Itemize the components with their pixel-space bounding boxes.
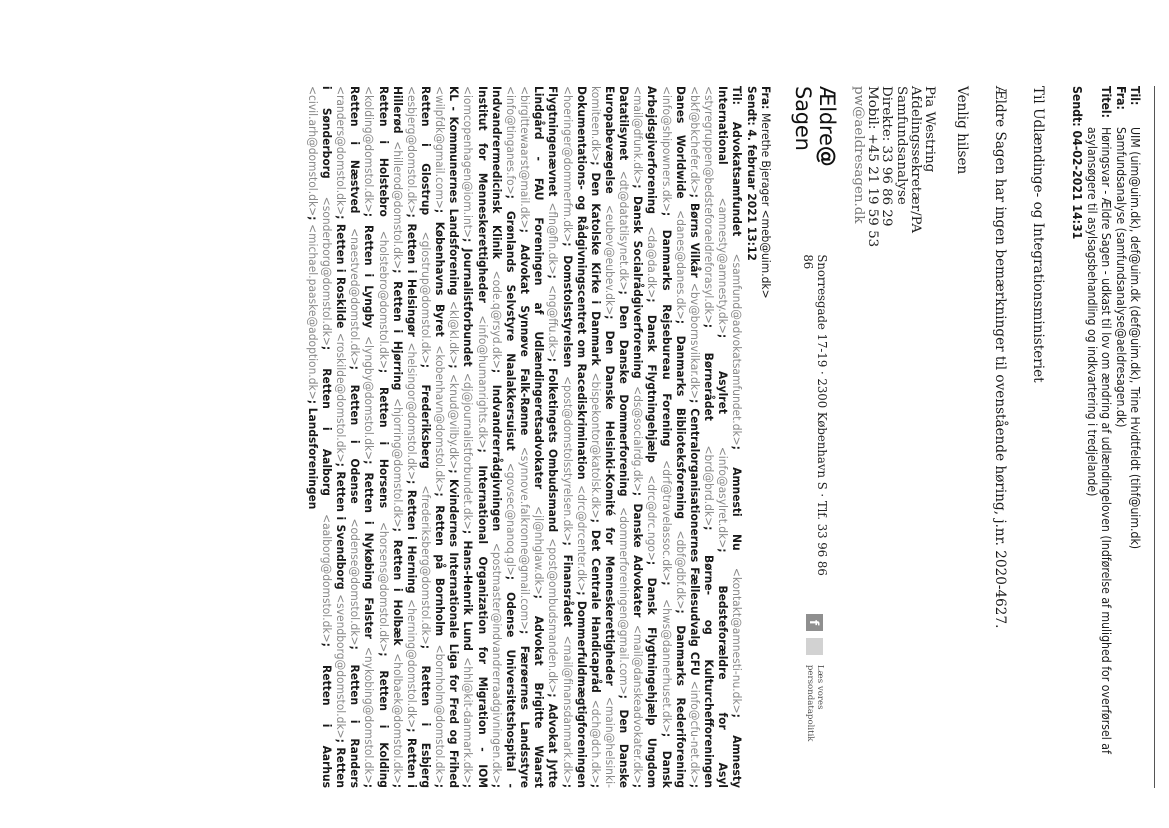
recipient[interactable]: Børne- og Kulturchefforeningen <bkf@bkchefer.dk>; (687, 86, 717, 788)
recipient-email[interactable]: <bispekontor@katolsk.dk> (588, 372, 603, 519)
recipient[interactable]: Folketingets Ombudsmand <post@ombudsmanden.dk>; (546, 368, 561, 704)
recipient[interactable]: Advokatsamfundet <samfund@advokatsamfundet.dk>; (730, 121, 745, 468)
recipient-email[interactable]: <kl@kl.dk> (447, 300, 462, 365)
recipient-name: Amnesti Nu (730, 467, 745, 568)
recipient[interactable]: Retten i Nykøbing Falster <nykobing@domstol.dk>; (362, 472, 377, 788)
recipient-email[interactable]: <ds@socialrdg.dk> (631, 386, 646, 492)
forwarded-sent: Sendt: 4. februar 2021 13:12 (744, 86, 759, 261)
recipient-name: Centralorganisationernes Fællesudvalg CFU (687, 408, 702, 681)
recipient-list (306, 86, 745, 788)
recipient-email[interactable]: <post@ombudsmanden.dk> (546, 538, 561, 694)
recipient-name: Danes Worldwide (673, 86, 688, 211)
recipient[interactable]: Retten i Kolding <kolding@domstol.dk>; (362, 86, 391, 788)
recipient[interactable]: Retten i Hjørring <hjorring@domstol.dk>; (390, 281, 405, 540)
recipient-email[interactable]: <info@tinganes.fo> (503, 86, 518, 195)
top-rule (1154, 86, 1155, 788)
recipient-name: Frederiksberg (419, 384, 433, 486)
recipient-name: Retten i Holstebro (376, 86, 391, 231)
recipient-name: International Organization for Migration - IOM (475, 465, 490, 788)
recipient-email[interactable]: <fln@fln.dk> (546, 202, 561, 275)
recipient-email[interactable]: <info@asylret.dk> (716, 446, 731, 549)
recipient[interactable] (306, 408, 320, 510)
recipient-name: Retten i Roskilde (334, 223, 349, 333)
recipient-name: Finansrådet (560, 554, 575, 636)
recipient-name: Retten i Odense (348, 384, 363, 519)
recipient-email[interactable]: <dbf@dbf.dk> (673, 530, 688, 610)
recipient[interactable]: Retten i Aarhus <civil.arh@domstol.dk>; (305, 86, 334, 788)
statement: Ældre Sagen har ingen bemærkninger til ovenstående høring, j.nr. 2020-4627. (991, 86, 1008, 629)
recipient-email[interactable]: <samfund@advokatsamfundet.dk> (730, 253, 745, 446)
recipient-name: Dansk Socialrådgiverforening (631, 196, 646, 387)
recipient-email[interactable]: <ng@ffu.dk> (546, 284, 561, 358)
recipient[interactable]: Retten på Bornholm <bornholm@domstol.dk>; (433, 505, 448, 788)
recipient-email[interactable]: <birgittewaarst@mail.dk> (518, 86, 533, 229)
recipient-name: Den Danske Europabevægelse (603, 86, 632, 788)
recipient-email[interactable]: <wilpfdk@gmail.com> (433, 86, 448, 209)
recipient[interactable]: Dansk Flygtningehjælp <drc@drc.ngo>; (645, 314, 660, 578)
recipient-name: Amnesty International (716, 86, 745, 788)
addressee: Til Udlændinge- og Integrationsministeriet (1029, 86, 1046, 383)
recipient-email[interactable]: <sonderborg@domstol.dk> (319, 196, 334, 346)
recipient[interactable]: <michael.paaske@adoption.dk>; (305, 224, 320, 408)
signature-department: Samfundsanalyse (893, 86, 909, 205)
signature-email[interactable]: pw@aeldresagen.dk (850, 86, 866, 224)
signature-name: Pia Westring (921, 86, 937, 173)
recipient-name: Danmarks Rederiforening (673, 625, 688, 788)
recipient[interactable]: Retten i Holbæk <holbaek@domstol.dk>; (390, 539, 405, 788)
recipient[interactable]: Hans-Henrik Lund <hhl@kit-danmark.dk>; (461, 540, 476, 788)
recipient-email[interactable]: <herning@domstol.dk> (404, 599, 419, 729)
recipient-email[interactable]: <styregruppen@bedsteforaeldreforasyl.dk> (702, 86, 717, 324)
recipient[interactable]: Advokat Jytte Lindgård - FAU Foreningen af Udlændingeretsadvokater <jl@nhglaw.dk>; (532, 86, 561, 788)
recipient[interactable]: Danes Worldwide <danes@danes.dk>; (673, 86, 688, 336)
recipient-name: Retten i Kolding (376, 670, 391, 788)
recipient-name: Den Danske Dommerforening (617, 305, 632, 508)
recipient-name: KL - Kommunernes Landsforening (447, 86, 462, 301)
header-to: Til: UIM (uim@uim.dk), def@uim.dk (def@uim.dk), Trine Hvidtfeldt (tihf@uim.dk) (1128, 86, 1142, 550)
recipient[interactable]: Danmarks Biblioteksforening <dbf@dbf.dk>; (673, 335, 688, 626)
recipient[interactable]: Amnesty International <amnesty@amnesty.dk>; (716, 86, 745, 788)
recipient-name: Domstolsstyrelsen (560, 255, 575, 377)
recipient[interactable]: <knud@vilby.dk>; (447, 373, 462, 479)
recipient-email[interactable]: <helsingor@domstol.dk> (404, 342, 419, 480)
recipient[interactable]: Dansk Arbejdsgiverforening <da@da.dk>; (645, 86, 674, 788)
aeldre-sagen-logo: Ældre@Sagen (790, 86, 839, 167)
recipient-name: Københavns Byret (433, 221, 448, 346)
recipient-name: Dommerfuldmægtigforeningen (574, 600, 589, 788)
recipient[interactable]: Retten i Svendborg <svendborg@domstol.dk>; (334, 471, 349, 748)
recipient-email[interactable]: <synnove.falkronne@gmail.com> (518, 446, 533, 631)
recipient-name: Børne- og Kulturchefforeningen (702, 555, 717, 788)
recipient-name: Retten i Hjørring (390, 281, 405, 399)
recipient-name: Bedsteforældre for Asyl (716, 585, 731, 788)
recipient-name: Asylret (716, 371, 731, 447)
recipient-email[interactable]: <odense@domstol.dk> (348, 518, 363, 646)
recipient-name: Journalistforbundet (461, 248, 476, 373)
footer-row (791, 86, 839, 788)
recipient[interactable]: Indvandrerrådgivningen <postmaster@indvandrerraadgivningen.dk>; (489, 384, 504, 788)
recipient-email[interactable]: <horsens@domstol.dk> (376, 521, 391, 653)
recipient[interactable]: Danske Advokater <mail@danskeadvokater.dk>; (631, 503, 646, 788)
recipient-name: Retten i Randers (348, 664, 363, 788)
recipient[interactable]: Asylret <info@asylret.dk>; (716, 371, 731, 586)
recipient-email[interactable]: <naestved@domstol.dk> (348, 228, 363, 366)
recipient-email[interactable]: <dch@dch.dk> (588, 699, 603, 784)
signature-role: Afdelingssekretær/PA (907, 86, 923, 234)
recipient[interactable]: Advokat Brigitte Waarst <birgittewaarst@mail.dk>; (518, 86, 547, 788)
email-header (1070, 86, 1142, 788)
recipient-name: Retten i Næstved (348, 86, 363, 229)
recipient-name: Danmarks Rejsebureau Forening (659, 229, 674, 461)
recipient[interactable]: Retten i Lyngby <lyngby@domstol.dk>; (362, 224, 377, 473)
recipient[interactable]: Retten i Næstved <naestved@domstol.dk>; (348, 86, 363, 385)
recipient-email[interactable]: <bkf@bkchefer.dk> (687, 86, 702, 194)
recipient-name: Danske Advokater (631, 503, 646, 625)
recipient[interactable]: Flygtningenævnet <fln@fln.dk>; (546, 86, 561, 285)
recipient[interactable]: Domstolsstyrelsen <post@domstolsstyrelsen.dk>; (560, 255, 575, 555)
recipient-name: Retten i Hillerød (390, 86, 419, 788)
recipient-name: Kvindernes Internationale Liga for Fred og Frihed (447, 478, 462, 788)
recipient-name: Landsforeningen (305, 407, 320, 510)
recipient[interactable]: Den Danske Dommerforening <dommerforeningen@gmail.com>; (617, 305, 632, 710)
recipient[interactable]: Centralorganisationernes Fællesudvalg CFU <info@cfu-net.dk>; (687, 408, 702, 788)
recipient-email[interactable]: <aalborg@domstol.dk> (319, 514, 334, 643)
recipient-name: Retten i Horsens (376, 387, 391, 522)
recipient-email[interactable]: <dt@datatilsynet.dk> (617, 170, 632, 291)
recipient[interactable]: <hws@dannerhuset.dk>; (659, 599, 674, 751)
recipient-email[interactable]: <kontakt@amnesti-nu.dk> (730, 567, 745, 714)
recipient[interactable]: Retten i Aalborg <aalborg@domstol.dk>; (319, 368, 334, 666)
recipient[interactable]: Retten i Odense <odense@domstol.dk>; (348, 384, 363, 665)
forwarded-message (306, 86, 773, 788)
forwarded-to-label: Til: (730, 86, 745, 105)
recipient[interactable]: Den Katolske Kirke i Danmark <bispekontor@katolsk.dk>; (588, 172, 603, 530)
recipient-name: Flygtningenævnet (546, 86, 561, 203)
recipient[interactable]: Børns Vilkår <bv@bornsvilkar.dk>; (687, 202, 702, 409)
recipient-name: Retten i Svendborg (334, 471, 349, 595)
recipient-name: Advokat Jytte Lindgård - FAU Foreningen af Udlændingeretsadvokater (532, 86, 561, 788)
recipient-name: Den Katolske Kirke i Danmark (588, 172, 603, 373)
recipient-name: Dansk Arbejdsgiverforening (645, 86, 674, 788)
recipient[interactable]: Retten i Sønderborg <sonderborg@domstol.dk>; (319, 86, 349, 788)
recipient-name: Retten i Sønderborg (319, 86, 349, 788)
recipient-name: Retten i Glostrup (419, 86, 433, 232)
recipient-email[interactable]: <hoeringer@dommerfm.dk> (560, 86, 575, 243)
recipient-email[interactable]: <dj@journalistforbundet.dk> (461, 372, 476, 530)
recipient[interactable]: Finansrådet <mail@finansdanmark.dk>; (560, 554, 575, 788)
recipient-name: Grønlands Selvstyre Naalakkersuisut (503, 210, 518, 463)
recipient-email[interactable]: <roskilde@domstol.dk> (334, 332, 349, 463)
recipient[interactable]: Retten i Roskilde <roskilde@domstol.dk>; (334, 223, 349, 472)
recipient-email[interactable]: <drf@travelassoc.dk> (659, 460, 674, 582)
recipient-email[interactable]: <drc@drcenter.dk> (574, 485, 589, 592)
recipient[interactable]: Retten i Randers <randers@domstol.dk>; (334, 86, 363, 788)
recipient[interactable]: Institut for Menneskerettigheder <info@humanrights.dk>; (475, 86, 490, 466)
social-icon[interactable] (806, 638, 823, 655)
recipient-email[interactable]: <drc@drc.ngo> (645, 475, 660, 561)
recipient-name: Dokumentations- og Rådgivningscentret om Racediskrimination (574, 86, 589, 486)
recipient-email[interactable]: <knud@vilby.dk> (447, 373, 462, 470)
recipient-email[interactable]: <amnesty@amnesty.dk> (716, 197, 731, 334)
recipient-name: Retten i Helsingør (404, 223, 419, 343)
recipient-name: Retten i Aarhus (319, 665, 334, 788)
recipient[interactable]: Frederiksberg <frederiksberg@domstol.dk>; (419, 384, 433, 666)
recipient-email[interactable]: <michael.paaske@adoption.dk> (305, 224, 320, 400)
recipient-name: Odense Universitetshospital - Indvandrermedicinsk Klinik (489, 86, 518, 788)
recipient-email[interactable]: <jl@nhglaw.dk> (532, 506, 547, 595)
recipient[interactable]: Journalistforbundet <dj@journalistforbundet.dk>; (461, 248, 476, 541)
recipient[interactable]: Dommerfuldmægtigforeningen <hoeringer@dommerfm.dk>; (560, 86, 589, 788)
recipient[interactable]: International Organization for Migration - IOM <iomcopenhagen@iom.int>; (461, 86, 490, 788)
recipient-name: Den Danske Helsinki-Komité for Menneskerettigheder (603, 330, 618, 697)
facebook-icon[interactable]: f (806, 614, 823, 631)
recipient-email[interactable]: <info@humanrights.dk> (475, 315, 490, 449)
recipient-email[interactable]: <dommerforeningen@gmail.com> (617, 507, 632, 695)
recipient[interactable]: KL - Kommunernes Landsforening <kl@kl.dk>; (447, 86, 462, 374)
recipient-name: Danmarks Biblioteksforening (673, 335, 688, 531)
recipient[interactable]: Retten i Glostrup <glostrup@domstol.dk>; (419, 86, 433, 385)
recipient[interactable]: Advokat Synnøve Falk-Rønne <synnove.falkronne@gmail.com>; (518, 244, 533, 646)
recipient[interactable]: Retten i Hillerød <hillerod@domstol.dk>; (390, 86, 419, 788)
recipient-email[interactable]: <hillerod@domstol.dk> (390, 141, 405, 270)
recipient[interactable]: Det Centrale Handicapråd <dch@dch.dk>; (588, 529, 603, 788)
recipient[interactable]: Børnerådet <brd@brd.dk>; (702, 352, 717, 556)
recipient-name: Retten på Bornholm (433, 505, 448, 645)
recipient-email[interactable]: <postmaster@indvandrerraadgivningen.dk> (489, 542, 504, 784)
recipient-email[interactable]: <frederiksberg@domstol.dk> (419, 485, 433, 645)
recipient-name: Datatilsynet (617, 86, 632, 171)
recipient-email[interactable]: <hhl@kit-danmark.dk> (461, 657, 476, 784)
recipient-name: Folketingets Ombudsmand (546, 368, 561, 539)
forwarded-from: Fra: Merethe Bjerager <meb@uim.dk> (758, 86, 773, 299)
recipient-email[interactable]: <hws@dannerhuset.dk> (659, 599, 674, 733)
signature-mobile: Mobil: +45 21 19 59 53 (865, 86, 881, 248)
recipient[interactable]: Kvindernes Internationale Liga for Fred og Frihed <wilpfdk@gmail.com>; (433, 86, 462, 788)
recipient-email[interactable]: <nykobing@domstol.dk> (362, 646, 377, 784)
signature-direct: Direkte: 33 96 86 29 (879, 86, 895, 227)
recipient[interactable]: Dansk Flygtningehjælp Ungdom <mail@dfunk.dk>; (631, 86, 660, 788)
recipient-email[interactable]: <civil.arh@domstol.dk> (305, 86, 320, 217)
recipient-email[interactable]: <kolding@domstol.dk> (362, 86, 377, 213)
recipient-name: Dansk Flygtningehjælp Ungdom (645, 577, 660, 788)
recipient-email[interactable]: <eubev@eubev.dk> (603, 204, 618, 316)
recipient-name: Retten i Nykøbing Falster (362, 472, 377, 647)
recipient[interactable]: Bedsteforældre for Asyl <styregruppen@bedsteforaeldreforasyl.dk>; (702, 86, 731, 788)
recipient[interactable]: Den Danske Europabevægelse <eubev@eubev.dk>; (603, 86, 632, 788)
recipient-email[interactable]: <mail@danskeadvokater.dk> (631, 624, 646, 784)
recipient-name: Børnerådet (702, 352, 717, 446)
recipient-email[interactable]: <glostrup@domstol.dk> (419, 231, 433, 364)
recipient-email[interactable]: <holstebro@domstol.dk> (376, 230, 391, 369)
header-sent: Sendt: 04-02-2021 14:31 (1070, 86, 1085, 240)
recipient-email[interactable]: <danes@danes.dk> (673, 210, 688, 320)
recipient-email[interactable]: <brd@brd.dk> (702, 445, 717, 527)
footer-address: Snorresgade 17-19 · 2300 København S · Tlf. 33 96 86 86 (800, 254, 829, 576)
recipient-name: Retten i Aalborg (319, 368, 334, 515)
privacy-policy-link[interactable]: Læs vores persondatapolitik (804, 664, 825, 742)
recipient-name: Advokat Brigitte Waarst (532, 615, 547, 788)
recipient-email[interactable]: <info@cfu-net.dk> (687, 680, 702, 784)
recipient-email[interactable]: <hjorring@domstol.dk> (390, 398, 405, 528)
recipient[interactable]: Danmarks Rejsebureau Forening <drf@travelassoc.dk>; (659, 229, 674, 600)
recipient-email[interactable]: <lyngby@domstol.dk> (362, 336, 377, 461)
recipient-name: Retten i Holbæk (390, 539, 405, 654)
recipient-email[interactable]: <main@helsinki-komiteen.dk> (588, 86, 618, 788)
recipient-email[interactable]: <post@domstolsstyrelsen.dk> (560, 376, 575, 542)
recipient[interactable]: <ng@ffu.dk>; (546, 284, 561, 369)
header-title: Titel: Høringsvar - Ældre Sagen - udkast til lov om ændring af udlændingeloven (Indførelse af mulighed for overførsel af asylansøgere til asylsagsbehandling og indkvartering i tredjelande) (1084, 86, 1114, 754)
recipient-email[interactable]: <info@shipowners.dk> (659, 86, 674, 212)
recipient-email[interactable]: <govsec@nanoq.gl> (503, 462, 518, 576)
recipient-name: Færøernes Landsstyre (518, 645, 533, 788)
recipient[interactable]: Københavns Byret <kobenhavn@domstol.dk>; (433, 221, 448, 506)
recipient-email[interactable]: <esbjerg@domstol.dk> (404, 86, 419, 214)
recipient-name: Retten i Lyngby (362, 224, 377, 337)
recipient-name: Retten i Herning (404, 489, 419, 600)
recipient[interactable]: Danmarks Rederiforening <info@shipowners.dk>; (659, 86, 688, 788)
signature-block (851, 86, 936, 788)
recipient[interactable]: Retten i Horsens <horsens@domstol.dk>; (376, 387, 391, 671)
recipient[interactable]: Odense Universitetshospital - Indvandrermedicinsk Klinik <ode.q@rsyd.dk>; (489, 86, 518, 788)
recipient-name: Advokat Synnøve Falk-Rønne (518, 244, 533, 447)
greeting: Venlig hilsen (953, 86, 970, 175)
recipient-email[interactable]: <holbaek@domstol.dk> (390, 653, 405, 784)
recipient-name: Hans-Henrik Lund (461, 540, 476, 658)
recipient[interactable]: Retten i Holstebro <holstebro@domstol.dk>; (376, 86, 391, 388)
header-from: Fra: Samfundsanalyse (samfundsanalyse@aeldresagen.dk) (1113, 86, 1128, 428)
recipient-name: Indvandrerrådgivningen (489, 384, 504, 543)
recipient-name: Dansk Flygtningehjælp (645, 314, 660, 476)
recipient[interactable]: Grønlands Selvstyre Naalakkersuisut <govsec@nanoq.gl>; (503, 210, 518, 593)
recipient-email[interactable]: <iomcopenhagen@iom.int> (461, 86, 476, 238)
recipient-email[interactable]: <mail@finansdanmark.dk> (560, 635, 575, 784)
recipient-email[interactable]: <mail@dfunk.dk> (631, 86, 646, 185)
recipient-email[interactable]: <randers@domstol.dk> (334, 86, 349, 216)
recipient-name: Institut for Menneskerettigheder (475, 86, 490, 316)
recipient[interactable]: Dokumentations- og Rådgivningscentret om Racediskrimination <drc@drcenter.dk>; (574, 86, 589, 601)
recipient[interactable]: Retten i Helsingør <helsingor@domstol.dk>; (404, 223, 419, 490)
recipient-email[interactable]: <kobenhavn@domstol.dk> (433, 345, 448, 493)
recipient-name: Børns Vilkår (687, 202, 702, 283)
recipient-email[interactable]: <svendborg@domstol.dk> (334, 594, 349, 739)
recipient[interactable]: Amnesti Nu <kontakt@amnesti-nu.dk>; (730, 467, 745, 736)
recipient-name: Det Centrale Handicapråd (588, 529, 603, 700)
recipient-email[interactable]: <ode.q@rsyd.dk> (489, 270, 504, 369)
recipient-email[interactable]: <bv@bornsvilkar.dk> (687, 282, 702, 399)
recipient[interactable]: Datatilsynet <dt@datatilsynet.dk>; (617, 86, 632, 306)
recipient-email[interactable]: <bornholm@domstol.dk> (433, 644, 448, 784)
recipient-email[interactable]: <da@da.dk> (645, 226, 660, 299)
recipient-name: Retten i Esbjerg (419, 665, 433, 788)
recipient-name: Advokatsamfundet (730, 121, 745, 254)
recipient[interactable]: Den Danske Helsinki-Komité for Menneskerettigheder <main@helsinki-komiteen.dk>; (588, 86, 618, 788)
recipient[interactable]: Retten i Herning <herning@domstol.dk>; (404, 489, 419, 739)
recipient[interactable]: Dansk Socialrådgiverforening <ds@socialrdg.dk>; (631, 196, 646, 504)
recipient[interactable]: Færøernes Landsstyre <info@tinganes.fo>; (503, 86, 533, 788)
recipient[interactable]: Retten i Esbjerg <esbjerg@domstol.dk>; (404, 86, 433, 788)
